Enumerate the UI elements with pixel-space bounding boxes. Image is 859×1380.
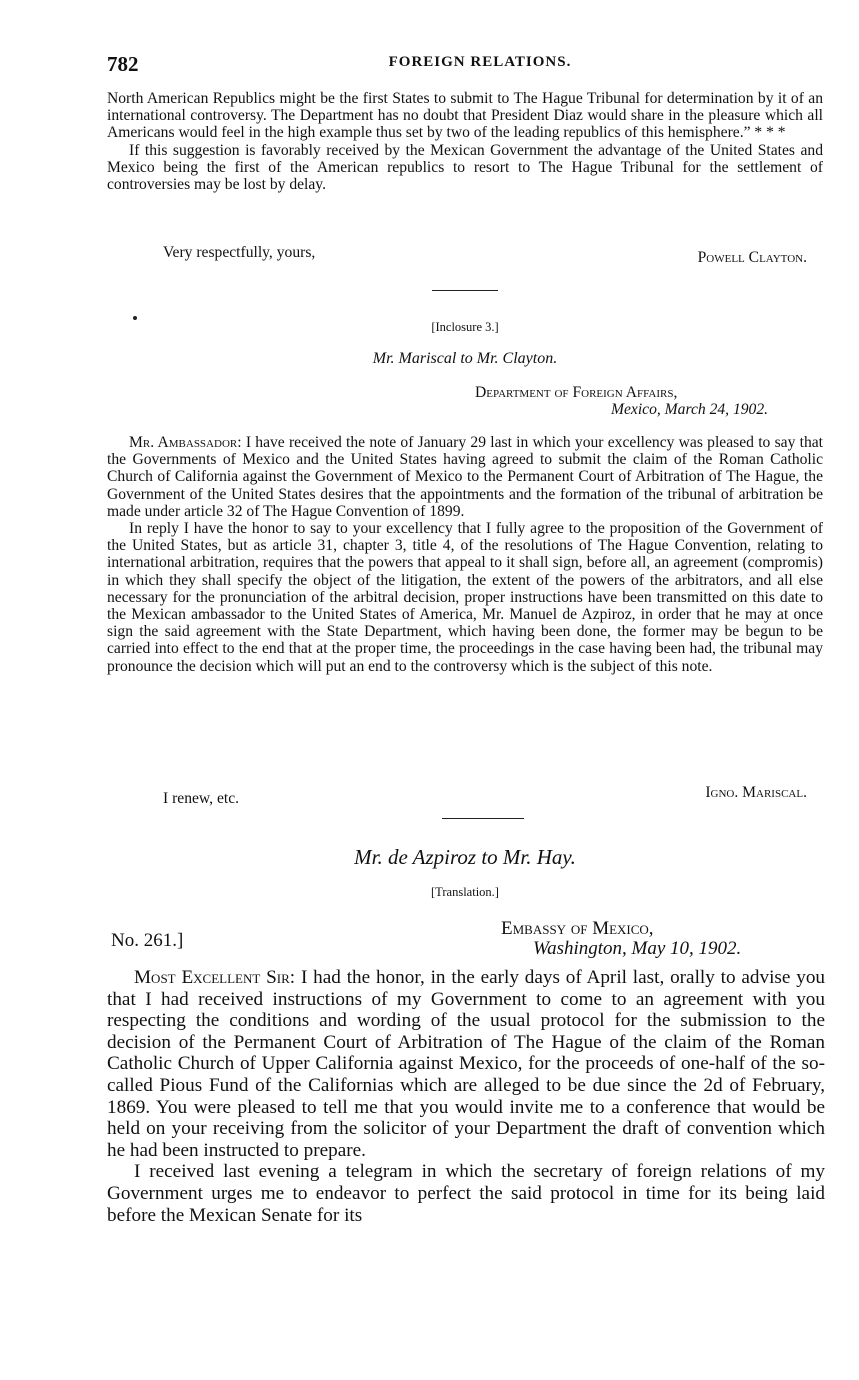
- paragraph: I had the honor, in the early days of April last, orally to advise you that I had received instructions of my Government to come to an agreement with you respecting the conditions and wording of the usual protocol for the submission to the decision of the Permanent Court of Arbitration of The Hague of the claim of the Roman Catholic Church of Upper California against Mexico, for the proceeds of one-half of the so-called Pious Fund of the Californias which are alleged to be due since the 2d of February, 1869. You were pleased to tell me that you would invite me to a conference that would be held on your receiving from the solicitor of your Department the draft of convention which he had been instructed to prepare.: [107, 967, 826, 1161]
- separator-rule: [442, 818, 524, 819]
- letter2-body: [107, 967, 825, 1226]
- despatch-number: No. 261.]: [111, 930, 184, 951]
- department-name: Department of Foreign Affairs,: [475, 384, 678, 401]
- page-number: 782: [107, 52, 139, 76]
- letter2-heading: Mr. de Azpiroz to Mr. Hay.: [354, 845, 576, 869]
- place-date: Mexico, March 24, 1902.: [611, 401, 769, 418]
- letter1-closing: [107, 244, 823, 264]
- place-date: Washington, May 10, 1902.: [533, 938, 742, 959]
- page-title: FOREIGN RELATIONS.: [388, 54, 572, 70]
- inclosure-heading: Mr. Mariscal to Mr. Clayton.: [372, 350, 558, 367]
- salutation: Most Excellent Sir:: [134, 967, 296, 988]
- inclosure-closing: [107, 784, 823, 810]
- closing: Very respectfully, yours,: [163, 244, 316, 261]
- embassy-name: Embassy of Mexico,: [501, 918, 654, 939]
- salutation: Mr. Ambassador:: [129, 434, 242, 451]
- running-head: [107, 52, 823, 80]
- signature: Igno. Mariscal.: [705, 784, 807, 801]
- paragraph: In reply I have the honor to say to your excellency that I fully agree to the proposition of the Government of the United States, but as article 31, chapter 3, title 4, of the resolutions of The Hague Convention, relating to international arbitration, requires that the powers that appeal to it shall sign, before all, an agreement (compromis) in which they shall specify the object of the litigation, the extent of the powers of the arbitrators, and all else necessary for the pronunciation of the arbitral decision, proper instructions have been transmitted on this date to the Mexican ambassador to the United States of America, Mr. Manuel de Azpiroz, in order that he may at once sign the said agreement with the State Department, which having been done, the former may be begun to be carried into effect to the end that at the proper time, the proceedings in the case having been had, the tribunal may pronounce the decision which will put an end to the controversy which is the subject of this note.: [107, 520, 823, 675]
- paragraph: I have received the note of January 29 last in which your excellency was pleased to say that the Governments of Mexico and the United States having agreed to submit the claim of the Roman Catholic Church of California against the Government of Mexico to the Permanent Court of Arbitration of The Hague, the Government of the United States desires that the appointments and the formation of the tribunal of arbitration be made under article 32 of The Hague Convention of 1899.: [107, 434, 823, 520]
- closing: I renew, etc.: [163, 790, 240, 807]
- paragraph: North American Republics might be the first States to submit to The Hague Tribunal for determination by it of an international controversy. The Department has no doubt that President Diaz would share in the pleasure which all Americans would feel in the high example thus set by two of the leading republics of this hemisphere.” * * *: [107, 90, 823, 142]
- translation-label: [Translation.]: [431, 885, 499, 899]
- signature: Powell Clayton.: [697, 249, 807, 266]
- inclosure-label: [Inclosure 3.]: [431, 320, 499, 334]
- inclosure-dateline: [107, 384, 823, 424]
- paragraph: I received last evening a telegram in which the secretary of foreign relations of my Government urges me to endeavor to perfect the said protocol in time for its being laid before the Mexican Senate for its: [107, 1161, 825, 1226]
- separator-rule: [432, 290, 498, 291]
- inclosure-body: [107, 434, 823, 675]
- letter1-body: [107, 90, 823, 193]
- letter2-dateline: [107, 918, 823, 964]
- paragraph: If this suggestion is favorably received by the Mexican Government the advantage of the United States and Mexico being the first of the American republics to resort to The Hague Tribunal for the settlement of controversies may be lost by delay.: [107, 141, 823, 194]
